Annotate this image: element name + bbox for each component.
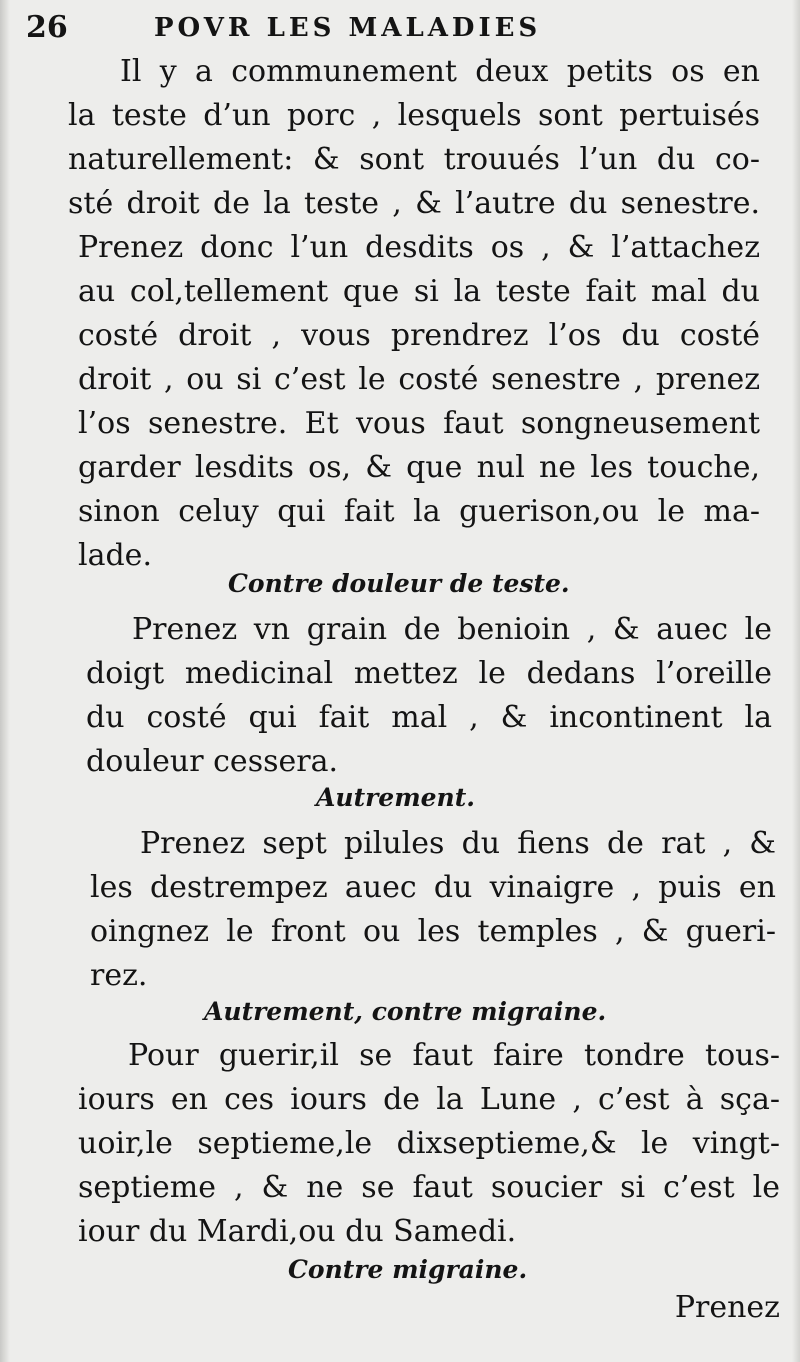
text-line: doigt medicinal mettez le dedans l’oreille	[86, 656, 772, 691]
section-heading: Autrement.	[316, 783, 475, 812]
text-line: la teste d’un porc , lesquels sont pertuisés	[68, 98, 760, 133]
running-title: POVR LES MALADIES	[154, 13, 542, 43]
text-line: costé droit , vous prendrez l’os du costé	[78, 318, 760, 353]
text-line: iour du Mardi,ou du Samedi.	[78, 1214, 517, 1249]
text-line: au col,tellement que si la teste fait mal du	[78, 274, 760, 309]
page-number: 26	[26, 10, 68, 45]
section-heading: Autrement, contre migraine.	[204, 997, 607, 1026]
text-line: rez.	[90, 958, 148, 993]
text-line: l’os senestre. Et vous faut songneusement	[78, 406, 760, 441]
catchword: Prenez	[674, 1290, 780, 1325]
text-line: douleur cessera.	[86, 744, 338, 779]
text-line: sté droit de la teste , & l’autre du senestre.	[68, 186, 760, 221]
text-line: garder lesdits os, & que nul ne les touche,	[78, 450, 760, 485]
page-edge-shadow-left	[0, 0, 10, 1362]
text-line: septieme , & ne se faut soucier si c’est le	[78, 1170, 780, 1205]
page-edge-shadow-right	[792, 0, 800, 1362]
text-line: lade.	[78, 538, 152, 573]
text-line: du costé qui fait mal , & incontinent la	[86, 700, 772, 735]
text-line: droit , ou si c’est le costé senestre , prenez	[78, 362, 760, 397]
section-heading: Contre migraine.	[288, 1255, 528, 1284]
text-line: sinon celuy qui fait la guerison,ou le ma-	[78, 494, 760, 529]
running-header	[26, 8, 786, 48]
section-heading: Contre douleur de teste.	[228, 569, 570, 598]
text-line: iours en ces iours de la Lune , c’est à sça-	[78, 1082, 780, 1117]
text-line: Prenez vn grain de benioin , & auec le	[132, 612, 772, 647]
text-line: naturellement: & sont trouués l’un du co-	[68, 142, 760, 177]
text-line: uoir,le septieme,le dixseptieme,& le vingt-	[78, 1126, 780, 1161]
text-line: les destrempez auec du vinaigre , puis en	[90, 870, 776, 905]
text-line: Pour guerir,il se faut faire tondre tous-	[128, 1038, 780, 1073]
text-line: Prenez donc l’un desdits os , & l’attachez	[78, 230, 760, 265]
text-line: Prenez sept pilules du fiens de rat , &	[140, 826, 776, 861]
text-line: Il y a communement deux petits os en	[120, 54, 760, 89]
text-line: oingnez le front ou les temples , & gueri-	[90, 914, 776, 949]
